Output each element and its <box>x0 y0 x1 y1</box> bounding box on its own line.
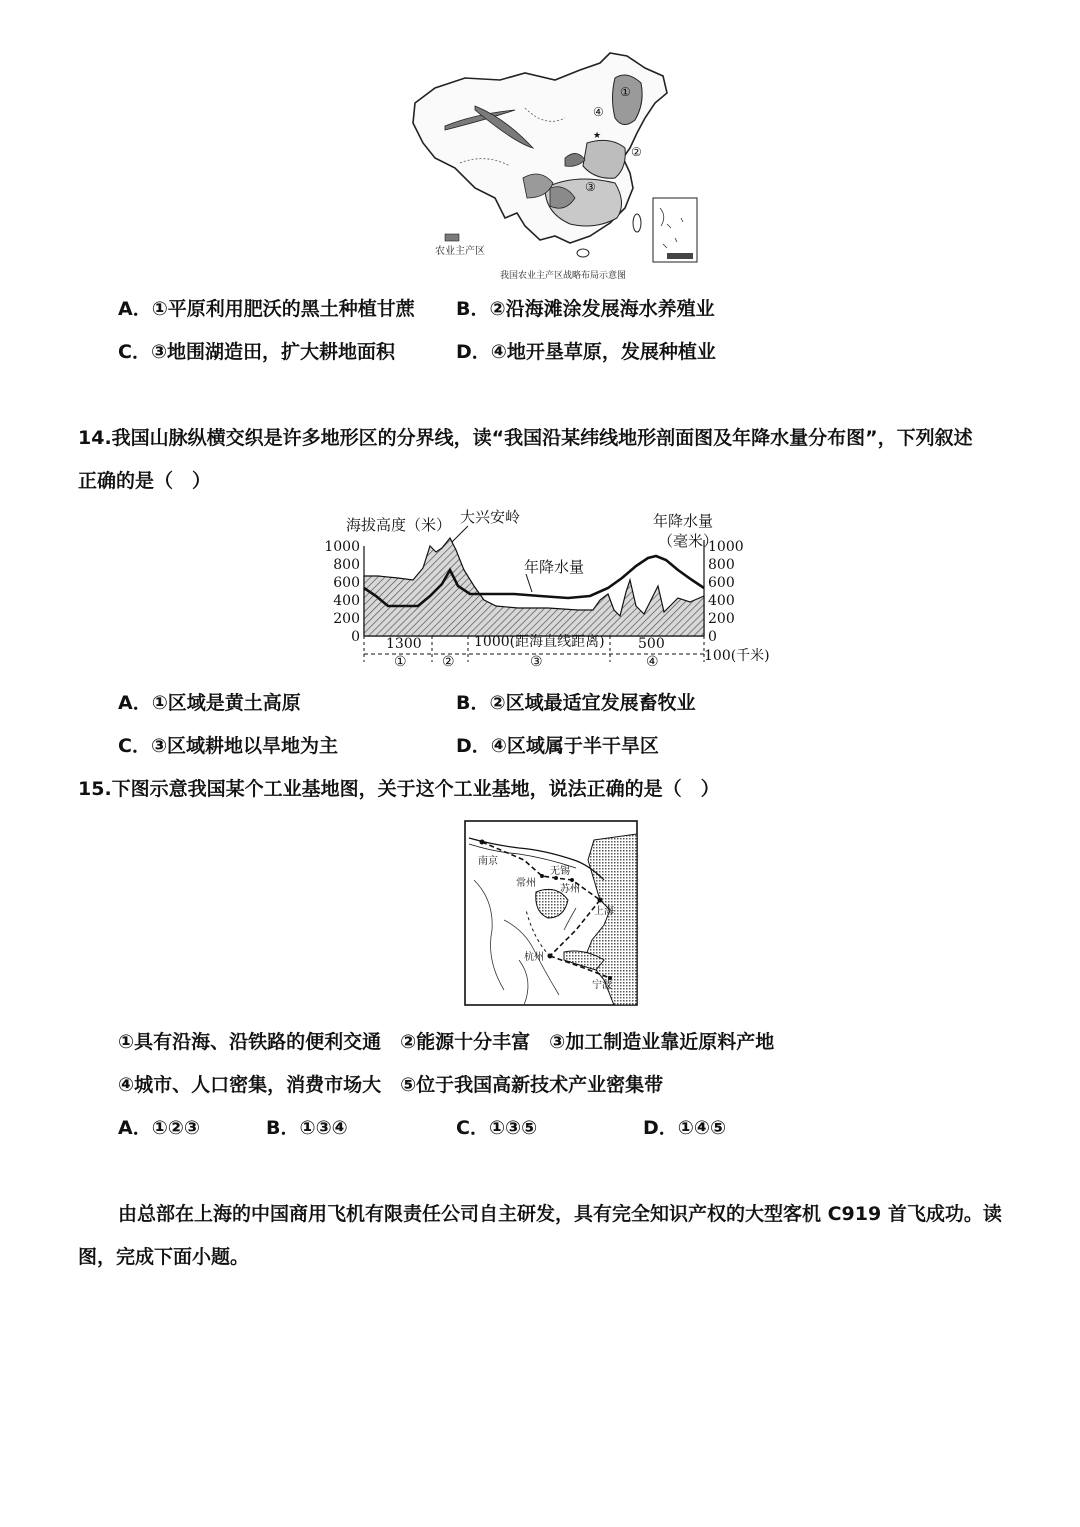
left-axis-ticks <box>324 539 360 645</box>
q15-stem: 15.下图示意我国某个工业基地图，关于这个工业基地，说法正确的是（ ） <box>78 778 720 800</box>
right-tick-200: 200 <box>708 611 735 627</box>
left-tick-1000: 1000 <box>324 539 360 555</box>
x-tick-100: 100(千米) <box>704 648 770 664</box>
q13-option-b[interactable]: B．②沿海滩涂发展海水养殖业 <box>456 298 715 320</box>
q15-option-c[interactable]: C．①③⑤ <box>456 1117 538 1139</box>
right-tick-0: 0 <box>708 629 717 645</box>
line-label: 年降水量 <box>524 558 585 576</box>
right-tick-400: 400 <box>708 593 735 609</box>
q15-option-d[interactable]: D．①④⑤ <box>643 1117 727 1139</box>
q13-option-d[interactable]: D．④地开垦草原，发展种植业 <box>456 341 716 363</box>
figure1-caption: 我国农业主产区战略布局示意图 <box>500 271 627 281</box>
q14-option-b[interactable]: B．②区域最适宜发展畜牧业 <box>456 692 696 714</box>
passage-line2: 图，完成下面小题。 <box>78 1246 250 1268</box>
region-label-4: ④ <box>646 654 659 670</box>
city-suzhou: 苏州 <box>560 884 580 895</box>
left-tick-400: 400 <box>333 593 360 609</box>
city-nanjing: 南京 <box>478 856 498 867</box>
left-tick-600: 600 <box>333 575 360 591</box>
right-tick-1000: 1000 <box>708 539 744 555</box>
q14-option-c[interactable]: C．③区域耕地以旱地为主 <box>118 735 339 757</box>
legend-swatch <box>445 234 459 241</box>
left-tick-800: 800 <box>333 557 360 573</box>
south-china-sea-inset <box>653 198 697 262</box>
right-axis-ticks <box>708 539 744 645</box>
svg-text:★: ★ <box>593 131 602 141</box>
region-label-2: ② <box>442 654 455 670</box>
passage-line1: 由总部在上海的中国商用飞机有限责任公司自主研发，具有完全知识产权的大型客机 C919 首飞成功。读 <box>118 1203 1002 1225</box>
city-hangzhou: 杭州 <box>524 952 544 963</box>
terrain-profile <box>364 538 704 636</box>
left-axis-label: 海拔高度（米） <box>346 516 452 534</box>
city-changzhou: 常州 <box>516 878 536 889</box>
region-label-3: ③ <box>530 654 543 670</box>
marker-1: ① <box>620 85 631 99</box>
right-tick-600: 600 <box>708 575 735 591</box>
city-shanghai: 上海 <box>594 906 614 917</box>
q14-stem-line1: 14.我国山脉纵横交织是许多地形区的分界线，读“我国沿某纬线地形剖面图及年降水量分布图”，下列叙述 <box>78 427 973 449</box>
q14-option-d[interactable]: D．④区域属于半干旱区 <box>456 735 659 757</box>
q15-statements-line2: ④城市、人口密集，消费市场大 ⑤位于我国高新技术产业密集带 <box>118 1074 664 1096</box>
q14-option-a[interactable]: A．①区域是黄土高原 <box>118 692 301 714</box>
left-tick-0: 0 <box>351 629 360 645</box>
left-tick-200: 200 <box>333 611 360 627</box>
peak-label: 大兴安岭 <box>460 508 521 526</box>
q14-stem-line2: 正确的是（ ） <box>78 470 212 492</box>
q15-option-a[interactable]: A．①②③ <box>118 1117 200 1139</box>
q13-option-a[interactable]: A．①平原利用肥沃的黑土种植甘蔗 <box>118 298 415 320</box>
terrain-profile-chart <box>318 502 788 674</box>
industrial-base-map <box>464 820 638 1006</box>
marker-4: ④ <box>593 105 604 119</box>
right-axis-label-1: 年降水量 <box>653 512 714 530</box>
city-ningbo: 宁波 <box>592 980 612 991</box>
q15-option-b[interactable]: B．①③④ <box>266 1117 348 1139</box>
x-tick-1300: 1300 <box>386 636 422 652</box>
q13-option-c[interactable]: C．③地围湖造田，扩大耕地面积 <box>118 341 396 363</box>
q15-statements-line1: ①具有沿海、沿铁路的便利交通 ②能源十分丰富 ③加工制造业靠近原料产地 <box>118 1031 775 1053</box>
x-tick-500: 500 <box>638 636 665 652</box>
region-label-1: ① <box>394 654 407 670</box>
right-axis-label-2: （毫米） <box>658 532 719 550</box>
x-tick-1000: 1000(距海直线距离) <box>474 634 605 650</box>
city-wuxi: 无锡 <box>550 866 570 877</box>
marker-3: ③ <box>585 180 596 194</box>
legend-label: 农业主产区 <box>435 246 485 257</box>
right-tick-800: 800 <box>708 557 735 573</box>
marker-2: ② <box>631 145 642 159</box>
agriculture-map-figure <box>405 48 705 284</box>
